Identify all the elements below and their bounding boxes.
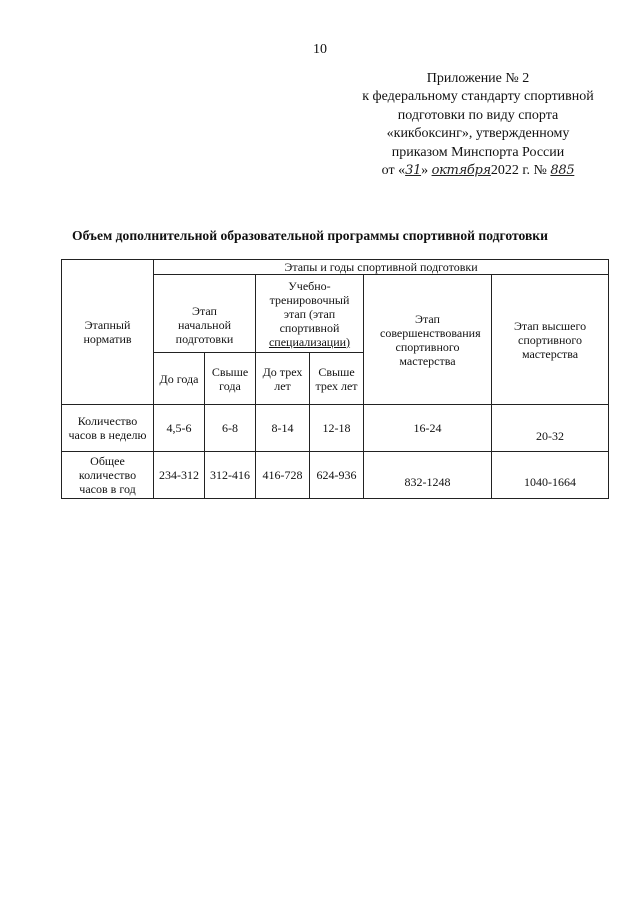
table-row [62,405,609,452]
sub-header-cell [205,353,256,405]
value-cell [310,452,364,499]
stage-highest-cell [492,275,609,405]
document-title: Объем дополнительной образовательной программы спортивной подготовки [72,228,548,243]
sub-header-cell [256,353,310,405]
table-row [62,452,609,499]
appendix-line: к федеральному стандарту спортивной [362,89,594,105]
value-cell [205,405,256,452]
row-label-cell [62,405,154,452]
appendix-line: «кикбоксинг», утвержденному [386,126,570,142]
stage-training-line: спортивной [279,320,340,335]
appendix-header [340,70,616,180]
value-cell [256,405,310,452]
value: 624-936 [316,468,357,482]
value-cell [492,405,609,452]
date-day-handwritten: 31 [405,163,422,179]
value-cell [205,452,256,499]
value-cell [310,405,364,452]
sub-header: Свыше трех лет [315,364,358,393]
date-month-handwritten: октября [431,163,491,179]
stage-initial: Этап начальной подготовки [175,303,234,346]
stage-highest: Этап высшего спортивного мастерства [513,318,587,361]
value: 312-416 [210,468,250,482]
value: 12-18 [322,421,351,435]
value: 234-312 [159,468,199,482]
group-header-cell [154,260,609,275]
date-mid: » [421,163,429,179]
stage-training-line: тренировочный [269,292,350,307]
value-cell [492,452,609,499]
appendix-line: приказом Минспорта России [391,144,565,160]
value-cell [154,405,205,452]
value-cell [154,452,205,499]
stage-improvement-cell [364,275,492,405]
stage-training-line: Учебно- [288,278,331,293]
date-year: 2022 г. № [490,163,547,179]
sub-header-cell [310,353,364,405]
stage-training-cell [256,275,364,353]
sub-header-cell [154,353,205,405]
value: 4,5-6 [166,421,192,435]
sub-header: Свыше года [211,364,249,393]
order-number-handwritten: 885 [550,163,575,179]
value: 416-728 [262,468,303,482]
value: 16-24 [413,421,442,435]
appendix-date-line [340,162,616,180]
value: 6-8 [222,421,238,435]
stage-training-line: этап (этап [283,306,336,321]
norms-table [61,259,609,499]
appendix-line: Приложение № 2 [426,71,530,86]
page-number: 10 [313,42,327,57]
value: 8-14 [271,421,294,435]
value: 20-32 [536,428,565,443]
row-label: Общее количество часов в год [78,454,137,496]
appendix-line: подготовки по виду спорта [397,107,559,123]
group-header: Этапы и годы спортивной подготовки [284,260,478,274]
value-cell [256,452,310,499]
row-header: Этапный норматив [83,318,132,346]
row-label: Количество часов в неделю [68,414,147,442]
date-prefix: от « [381,163,406,179]
value-cell [364,452,492,499]
sub-header: До трех лет [262,364,303,393]
stage-improvement: Этап совершенствования спортивного мастерства [380,311,481,368]
value: 1040-1664 [524,474,577,489]
value-cell [364,405,492,452]
row-label-cell [62,452,154,499]
value: 832-1248 [404,474,451,489]
stage-initial-cell [154,275,256,353]
sub-header: До года [159,371,199,386]
stage-training-line: специализации) [268,334,351,349]
row-header-cell [62,260,154,405]
